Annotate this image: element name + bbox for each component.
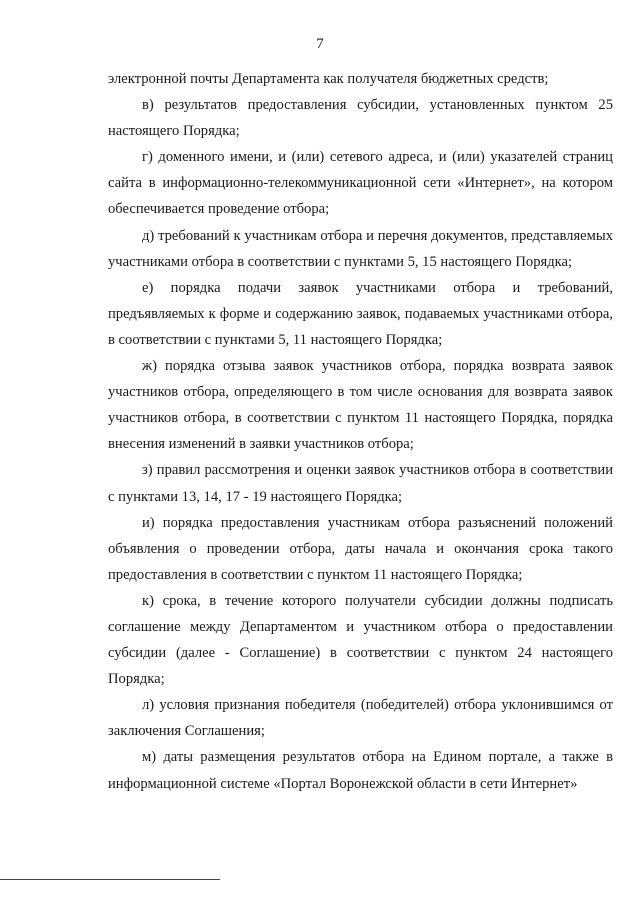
paragraph-item-g: г) доменного имени, и (или) сетевого адреса, и (или) указателей страниц сайта в информационно-телекоммуникационной сети «Интернет», на котором обеспечивается проведение отбора;	[108, 149, 613, 218]
paragraph-item-m: м) даты размещения результатов отбора на Едином портале, а также в информационной системе «Портал Воронежской области в сети Интернет»	[108, 749, 613, 792]
paragraph-item-v: в) результатов предоставления субсидии, установленных пунктом 25 настоящего Порядка;	[108, 97, 613, 140]
page-number: 7	[316, 36, 324, 52]
paragraph-item-d: д) требований к участникам отбора и перечня документов, представляемых участниками отбора в соответствии с пунктами 5, 15 настоящего Порядка;	[108, 227, 613, 270]
paragraph-item-k: к) срока, в течение которого получатели субсидии должны подписать соглашение между Департаментом и участником отбора о предоставлении субсидии (далее - Соглашение) в соответствии с пунктом 24 настоящего Порядка;	[108, 592, 613, 688]
paragraph-item-i: и) порядка предоставления участникам отбора разъяснений положений объявления о проведении отбора, даты начала и окончания срока такого предоставления в соответствии с пунктом 11 настоящего Порядка;	[108, 514, 613, 583]
paragraph-item-e: е) порядка подачи заявок участниками отбора и требований, предъявляемых к форме и содержанию заявок, подаваемых участниками отбора, в соответствии с пунктами 5, 11 настоящего Порядка;	[108, 279, 613, 348]
paragraph-continuation: электронной почты Департамента как получателя бюджетных средств;	[108, 71, 549, 87]
paragraph-item-l: л) условия признания победителя (победителей) отбора уклонившимся от заключения Соглашения;	[108, 697, 613, 740]
paragraph-item-z: з) правил рассмотрения и оценки заявок участников отбора в соответствии с пунктами 13, 14, 17 - 19 настоящего Порядка;	[108, 462, 613, 505]
document-body	[108, 66, 613, 797]
paragraph-item-zh: ж) порядка отзыва заявок участников отбора, порядка возврата заявок участников отбора, определяющего в том числе основания для возврата заявок участников отбора, в соответствии с пунктом 11 настоящего Порядка, порядка внесения изменений в заявки участников отбора;	[108, 358, 613, 453]
footer-divider	[0, 879, 220, 880]
